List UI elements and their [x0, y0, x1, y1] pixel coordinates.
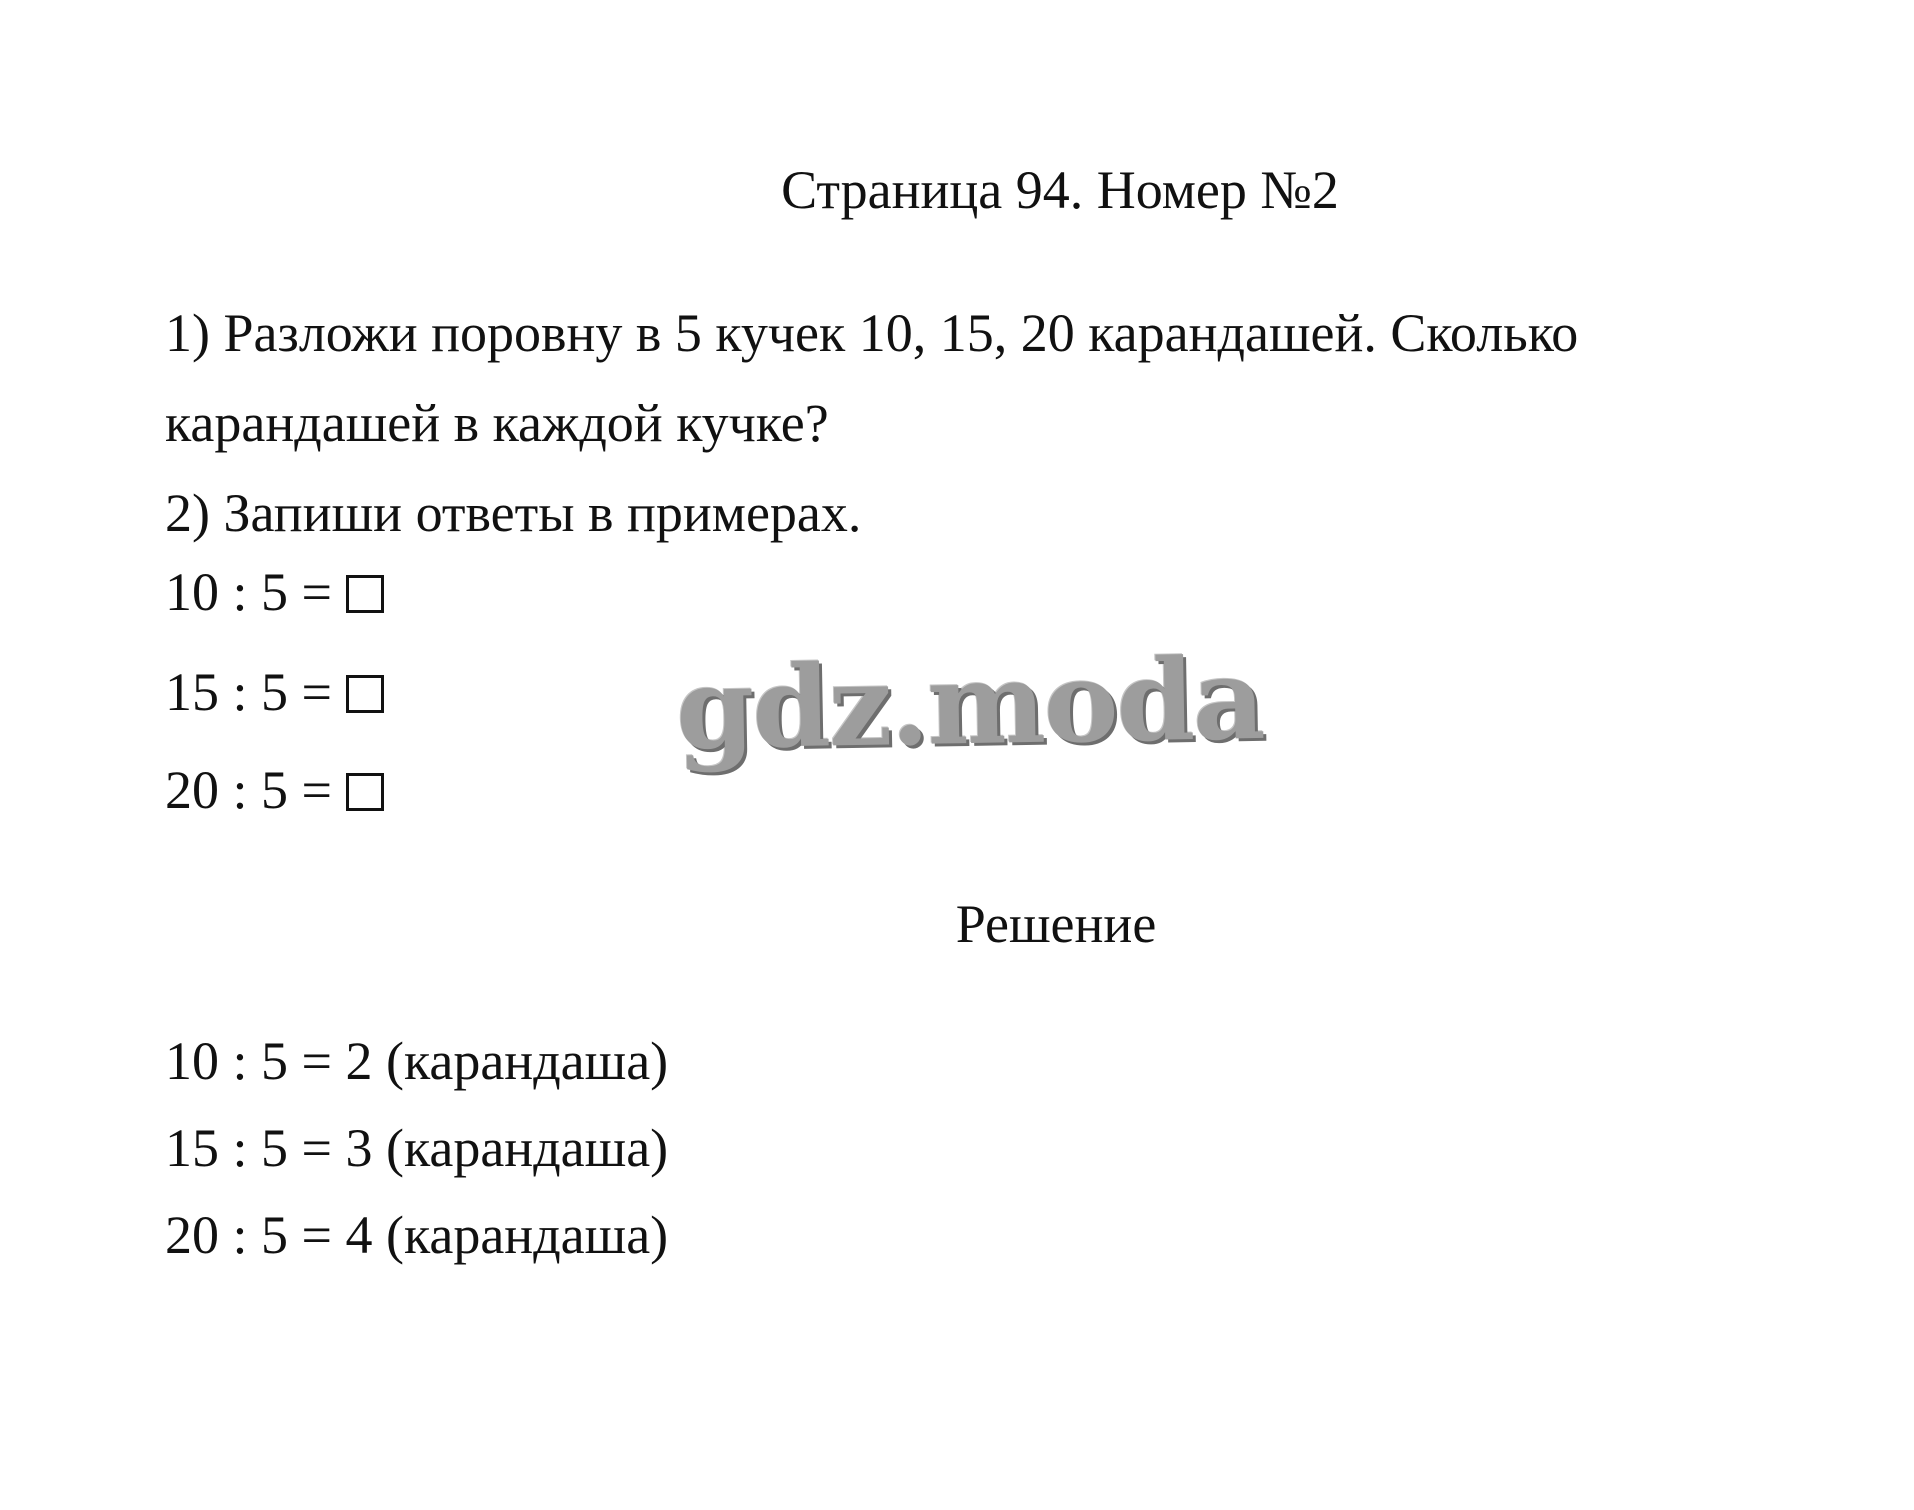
task-line-2: карандашей в каждой кучке?: [165, 393, 829, 453]
task-line-1: 1) Разложи поровну в 5 кучек 10, 15, 20 карандашей. Сколько: [165, 303, 1579, 363]
answer-box: [346, 675, 384, 713]
solution-block: [165, 1018, 668, 1279]
watermark-logo: gdz.moda: [674, 633, 1265, 776]
example-row-3: [165, 758, 384, 822]
example-expression: 20 : 5 =: [165, 760, 332, 820]
solution-line-1: 10 : 5 = 2 (карандаша): [165, 1031, 669, 1091]
solution-line-2: 15 : 5 = 3 (карандаша): [165, 1118, 669, 1178]
task-line-3: 2) Запиши ответы в примерах.: [165, 483, 862, 543]
example-row-2: [165, 660, 384, 724]
solution-line-3: 20 : 5 = 4 (карандаша): [165, 1205, 669, 1265]
answer-box: [346, 575, 384, 613]
answer-box: [346, 773, 384, 811]
example-expression: 15 : 5 =: [165, 662, 332, 722]
task-text: [165, 288, 1785, 558]
example-row-1: [165, 560, 384, 624]
example-expression: 10 : 5 =: [165, 562, 332, 622]
page-title: Страница 94. Номер №2: [781, 160, 1339, 220]
solution-title: Решение: [955, 894, 1157, 954]
